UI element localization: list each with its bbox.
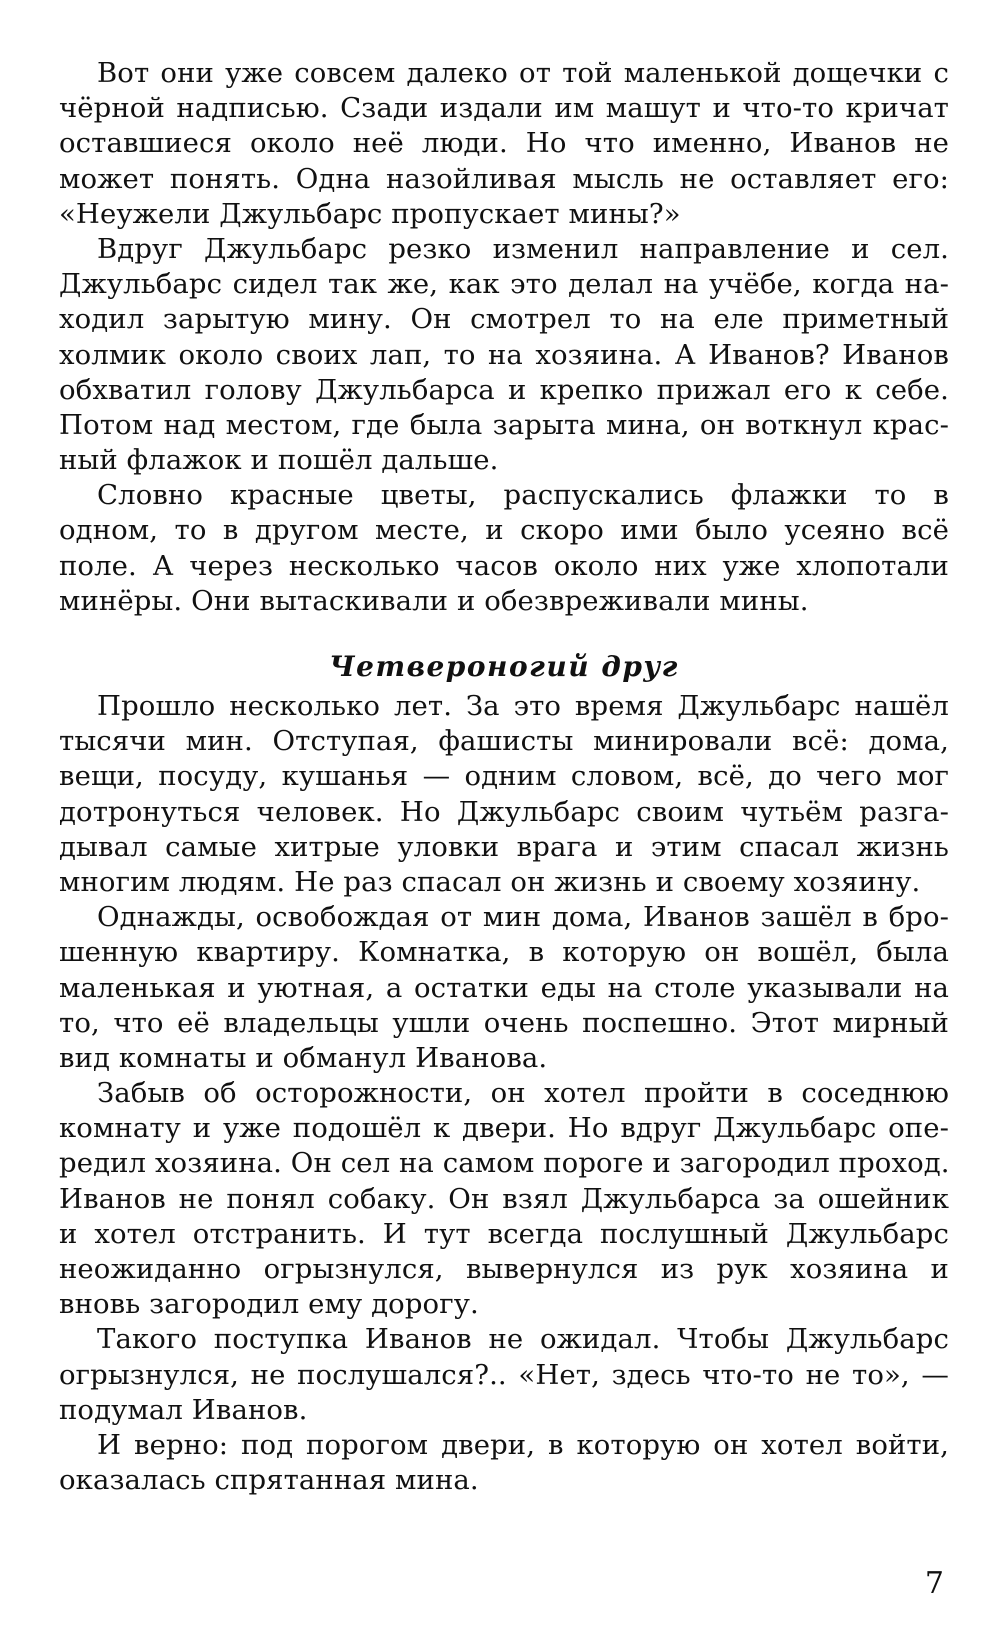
text-line: одном, то в другом месте, и скоро ими было усеяно всё bbox=[59, 514, 949, 547]
paragraph bbox=[59, 1322, 949, 1428]
text-line: дотронуться человек. Но Джульбарс своим чутьём разга- bbox=[59, 795, 949, 828]
text-line: Потом над местом, где была зарыта мина, он воткнул крас- bbox=[59, 408, 949, 441]
text-line: то, что её владельцы ушли очень поспешно. Этот мирный bbox=[59, 1006, 949, 1039]
section-intro bbox=[59, 56, 949, 619]
paragraph bbox=[59, 1428, 949, 1498]
paragraph bbox=[59, 900, 949, 1076]
text-line: «Неужели Джульбарс пропускает мины?» bbox=[59, 197, 681, 230]
page-number: 7 bbox=[924, 1566, 944, 1601]
text-line: ный флажок и пошёл дальше. bbox=[59, 444, 499, 477]
text-line: оказалась спрятанная мина. bbox=[59, 1464, 479, 1497]
text-line: может понять. Одна назойливая мысль не оставляет его: bbox=[59, 162, 949, 195]
text-line: Прошло несколько лет. За это время Джульбарс нашёл bbox=[97, 690, 949, 722]
text-line: шенную квартиру. Комнатка, в которую он вошёл, была bbox=[59, 936, 949, 969]
text-line: редил хозяина. Он сел на самом пороге и загородил проход. bbox=[59, 1147, 950, 1180]
text-line: холмик около своих лап, то на хозяина. А Иванов? Иванов bbox=[59, 338, 949, 371]
text-line: Вдруг Джульбарс резко изменил направление и сел. bbox=[97, 232, 949, 265]
text-line: И верно: под порогом двери, в которую он хотел войти, bbox=[97, 1428, 949, 1461]
paragraph bbox=[59, 1076, 949, 1322]
text-line: и хотел отстранить. И тут всегда послушный Джульбарс bbox=[59, 1217, 949, 1250]
text-line: неожиданно огрызнулся, вывернулся из рук хозяина и bbox=[59, 1253, 949, 1285]
text-line: Такого поступка Иванов не ожидал. Чтобы Джульбарс bbox=[97, 1323, 949, 1356]
text-line: дывал самые хитрые уловки врага и этим спасал жизнь bbox=[59, 830, 949, 863]
text-line: огрызнулся, не послушался?.. «Нет, здесь что-то не то», — bbox=[59, 1358, 949, 1391]
paragraph bbox=[59, 232, 949, 478]
text-line: ходил зарытую мину. Он смотрел то на еле приметный bbox=[59, 303, 949, 336]
text-line: вновь загородил ему дорогу. bbox=[59, 1288, 479, 1321]
text-line: Вот они уже совсем далеко от той маленькой дощечки с bbox=[97, 57, 949, 89]
text-line: многим людям. Не раз спасал он жизнь и своему хозяину. bbox=[59, 865, 921, 898]
section-four-legged-friend bbox=[59, 649, 949, 1498]
text-line: оставшиеся около неё люди. Но что именно, Иванов не bbox=[59, 127, 949, 160]
text-line: Джульбарс сидел так же, как это делал на учёбе, когда на- bbox=[59, 268, 949, 301]
text-line: комнату и уже подошёл к двери. Но вдруг Джульбарс опе- bbox=[59, 1112, 949, 1145]
text-line: Словно красные цветы, распускались флажки то в bbox=[97, 479, 949, 512]
text-line: Забыв об осторожности, он хотел пройти в соседнюю bbox=[97, 1077, 949, 1110]
text-line: подумал Иванов. bbox=[59, 1393, 308, 1426]
text-line: Иванов не понял собаку. Он взял Джульбарса за ошейник bbox=[59, 1182, 949, 1215]
page-body bbox=[59, 56, 949, 1498]
text-line: чёрной надписью. Сзади издали им машут и что-то кричат bbox=[59, 92, 949, 125]
text-line: тысячи мин. Отступая, фашисты минировали всё: дома, bbox=[59, 725, 949, 758]
section-heading: Четвероногий друг bbox=[329, 650, 679, 683]
paragraph bbox=[59, 689, 949, 900]
text-line: Однажды, освобождая от мин дома, Иванов зашёл в бро- bbox=[97, 901, 949, 934]
text-line: минёры. Они вытаскивали и обезвреживали мины. bbox=[59, 584, 809, 617]
text-line: вид комнаты и обманул Иванова. bbox=[59, 1041, 548, 1074]
text-line: обхватил голову Джульбарса и крепко прижал его к себе. bbox=[59, 373, 949, 406]
paragraph bbox=[59, 56, 949, 232]
text-line: вещи, посуду, кушанья — одним словом, всё, до чего мог bbox=[59, 760, 949, 793]
section-heading-wrap bbox=[59, 649, 949, 685]
text-line: поле. А через несколько часов около них уже хлопотали bbox=[59, 549, 949, 582]
paragraph bbox=[59, 478, 949, 619]
text-line: маленькая и уютная, а остатки еды на столе указывали на bbox=[59, 971, 949, 1004]
